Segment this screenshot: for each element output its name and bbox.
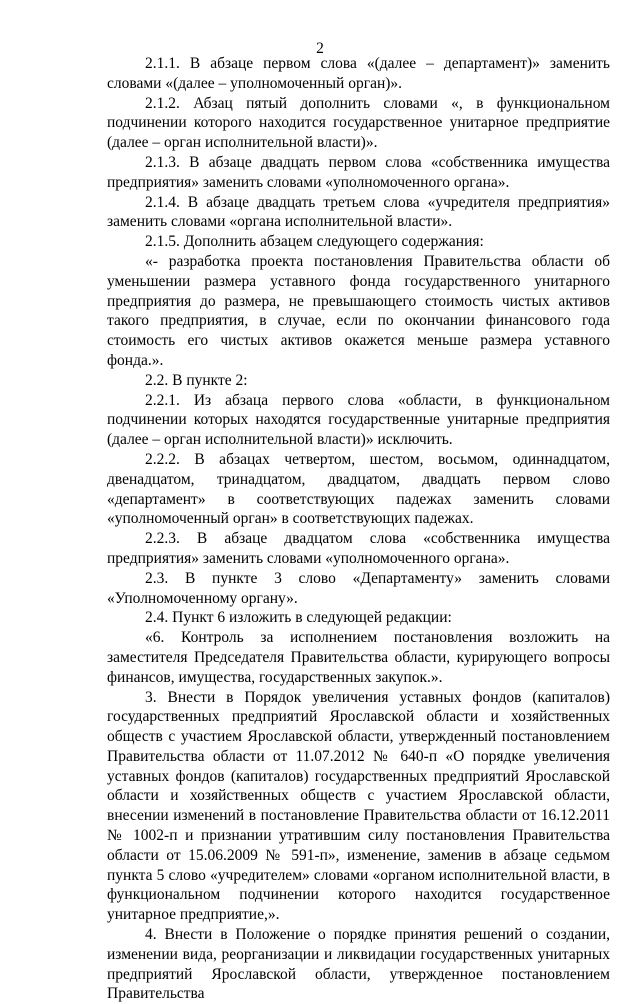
paragraph-2-1-3: 2.1.3. В абзаце двадцать первом слова «собственника имущества предприятия» заменить словами «уполномоченного органа».	[107, 153, 610, 191]
paragraph-2-2-2: 2.2.2. В абзацах четвертом, шестом, восьмом, одиннадцатом, двенадцатом, тринадцатом, двадцатом, двадцать первом слово «департамент» в соответствующих падежах заменить словами «уполномоченный орган» в соответствующих падежах.	[107, 450, 610, 528]
page-number: 2	[316, 40, 324, 57]
paragraph-2-3: 2.3. В пункте 3 слово «Департаменту» заменить словами «Уполномоченному органу».	[107, 569, 610, 607]
paragraph-3: 3. Внести в Порядок увеличения уставных фондов (капиталов) государственных предприятий Ярославской области и хозяйственных обществ с участием Ярославской области, утвержденный постановлением Правительства области от 11.07.2012 № 640-п «О порядке увеличения уставных фондов (капиталов) государственных предприятий Ярославской области и хозяйственных обществ с участием Ярославской области, внесении изменений в постановление Правительства области от 16.12.2011 № 1002-п и признании утратившим силу постановления Правительства области от 15.06.2009 № 591-п», изменение, заменив в абзаце седьмом пункта 5 слово «учредителем» словами «органом исполнительной власти, в функциональном подчинении которого находится государственное унитарное предприятие,».	[107, 688, 610, 924]
paragraph-2-2: 2.2. В пункте 2:	[145, 371, 248, 389]
paragraph-2-2-1: 2.2.1. Из абзаца первого слова «области, в функциональном подчинении которых находятся государственные унитарные предприятия (далее – орган исполнительной власти)» исключить.	[107, 391, 610, 449]
paragraph-2-1-1: 2.1.1. В абзаце первом слова «(далее – департамент)» заменить словами «(далее – уполномоченный орган)».	[107, 55, 610, 92]
paragraph-2-2-3: 2.2.3. В абзаце двадцатом слова «собственника имущества предприятия» заменить словами «уполномоченного органа».	[107, 530, 610, 567]
paragraph-2-1-4: 2.1.4. В абзаце двадцать третьем слова «учредителя предприятия» заменить словами «органа исполнительной власти».	[107, 193, 610, 231]
paragraph-quoted-addition: «- разработка проекта постановления Правительства области об уменьшении размера уставного фонда государственного унитарного предприятия до размера, не превышающего стоимость чистых активов такого предприятия, в случае, если по окончании финансового года стоимость его чистых активов окажется меньше размера уставного фонда.».	[107, 252, 610, 369]
paragraph-4: 4. Внести в Положение о порядке принятия решений о создании, изменении вида, реорганизации и ликвидации государственных унитарных предприятий Ярославской области, утвержденное постановлением Правительства	[107, 926, 610, 1003]
paragraph-2-4: 2.4. Пункт 6 изложить в следующей редакции:	[145, 609, 452, 627]
paragraph-quoted-point-6: «6. Контроль за исполнением постановления возложить на заместителя Председателя Правительства области, курирующего вопросы финансов, имущества, государственных закупок.».	[107, 629, 610, 686]
paragraph-2-1-2: 2.1.2. Абзац пятый дополнить словами «, в функциональном подчинении которого находится государственное унитарное предприятие (далее – орган исполнительной власти)».	[107, 94, 610, 152]
paragraph-2-1-5: 2.1.5. Дополнить абзацем следующего содержания:	[145, 233, 484, 251]
document-body	[107, 54, 610, 1004]
